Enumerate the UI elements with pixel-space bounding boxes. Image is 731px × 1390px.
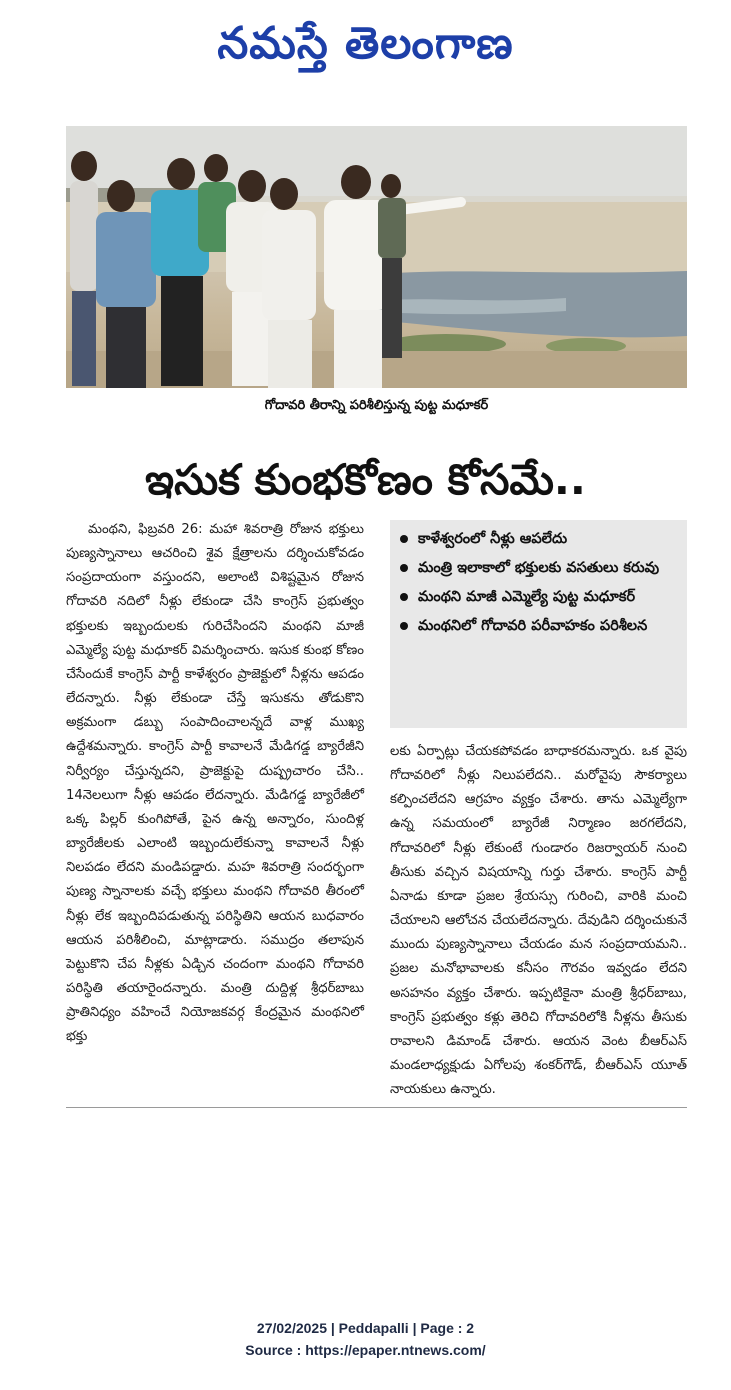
highlight-item <box>400 586 677 608</box>
source-link[interactable]: Source : https://epaper.ntnews.com/ <box>245 1342 486 1358</box>
highlight-item <box>400 528 677 550</box>
publication-info: 27/02/2025 | Peddapalli | Page : 2 <box>256 1320 475 1336</box>
article-paragraph: లకు ఏర్పాట్లు చేయకపోవడం బాధాకరమన్నారు. ఒక వైపు గోదావరిలో నీళ్లు నిలుపలేదని.. మరోవైపు సౌకర్యాలు కల్పించలేదని ఆగ్రహం వ్యక్తం చేశారు. తాను ఎమ్మెల్యేగా ఉన్న సమయంలో బ్యారేజీ నిర్మాణం జరగలేదని, గోదావరిలో నీళ్లు లేకుంటే గుండారం రిజర్వాయర్ నుంచి తీసుకు వచ్చిన విషయాన్ని గుర్తు చేశారు. కాంగ్రెస్ పార్టీ ఏనాడు కూడా ప్రజల శ్రేయస్సు గురించి, వారికి మంచి చేయాలని ఆలోచన చేయలేదన్నారు. దేవుడిని దర్శించుకునే ముందు పుణ్యస్నానాలు చేయడం మన సంప్రదాయమని.. ప్రజల మనోభావాలకు కనీసం గౌరవం ఇవ్వడం లేదని అసహనం వ్యక్తం చేశారు. ఇప్పటికైనా మంత్రి శ్రీధర్‌బాబు, కాంగ్రెస్ ప్రభుత్వం కళ్లు తెరిచి గోదావరిలోకి నీళ్లను తీసుకు రావాలని డిమాండ్ చేశారు. ఆయన వెంట బీఆర్‌ఎస్ మండలాధ్యక్షుడు ఏగోలపు శంకర్‌గౌడ్, బీఆర్‌ఎస్ యూత్ నాయకులు ఉన్నారు. <box>390 744 687 1098</box>
riverbank-photo-illustration <box>66 126 687 388</box>
highlight-item <box>400 615 677 637</box>
article-headline: ఇసుక కుంభకోణం కోసమే.. <box>145 455 586 504</box>
article-body-right-column <box>390 740 687 1100</box>
highlight-text: మంత్రి ఇలాకాలో భక్తులకు వసతులు కరువు <box>418 560 660 576</box>
article-paragraph: మంథని, ఫిబ్రవరి 26: మహా శివరాత్రి రోజున భక్తులు పుణ్యస్నానాలు ఆచరించి శైవ క్షేత్రాలను దర్శించుకోవడం సంప్రదాయంగా వస్తుందని, అలాంటి విశిష్టమైన రోజున గోదావరి నదిలో నీళ్లు లేకుండా చేసి కాంగ్రెస్ ప్రభుత్వం భక్తులకు ఇబ్బందులకు గురిచేసిందని మంథని మాజీ ఎమ్మెల్యే పుట్ట మధూకర్ విమర్శించారు. ఇసుక కుంభ కోణం చేసేందుకే కాంగ్రెస్ పార్టీ కాళేశ్వరం ప్రాజెక్టులో నీళ్లను ఆపడం లేదన్నారు. నీళ్లు లేకుండా చేస్తే ఇసుకను తోడుకొని అక్రమంగా డబ్బు సంపాదించాలన్నదే వాళ్ల ముఖ్య ఉద్దేశమన్నారు. కాంగ్రెస్ పార్టీ కావాలనే మేడిగడ్డ బ్యారేజీని నిర్వీర్యం చేస్తున్నదని, ప్రాజెక్టుపై దుష్ప్రచారం చేసి.. 14నెలలుగా నీళ్లు ఆపడం లేదన్నారు. మేడిగడ్డ బ్యారేజీలో ఒక్క పిల్లర్ కుంగిపోతే, పైన ఉన్న అన్నారం, సుందిళ్ల బ్యారేజీలకు ఎలాంటి ఇబ్బందులేకున్నా కావాలనే నీళ్లు నిలపడం లేదని మండిపడ్డారు. మహ శివరాత్రి సందర్భంగా పుణ్య స్నానాలకు వచ్చే భక్తులు మంథని గోదావరి తీరంలో నీళ్లు లేక ఇబ్బందిపడుతున్న పరిస్థితిని ఆయన బుధవారం ఆయన పరిశీలించి, మాట్లాడారు. సముద్రం తలాపున పెట్టుకొని చేప నీళ్లకు ఏడ్చిన చందంగా మంథని గోదావరి పరిస్థితి తయారైందన్నారు. మంత్రి దుద్దిళ్ల శ్రీధర్‌బాబు ప్రాతినిధ్యం వహించే నియోజకవర్గ కేంద్రమైన మంథనిలో భక్తు <box>66 522 364 1045</box>
footer-divider <box>66 1107 687 1108</box>
photo-caption: గోదావరి తీరాన్ని పరిశీలిస్తున్న పుట్ట మధూకర్ <box>264 398 489 413</box>
newspaper-masthead: నమస్తే తెలంగాణ <box>217 18 514 69</box>
highlight-text: మంథని మాజీ ఎమ్మెల్యే పుట్ట మధూకర్ <box>418 589 636 605</box>
bullet-icon <box>400 593 408 601</box>
bullet-icon <box>400 535 408 543</box>
news-photo <box>66 126 687 388</box>
bullet-icon <box>400 622 408 630</box>
highlights-box <box>390 520 687 728</box>
article-body-left-column <box>66 518 364 1098</box>
highlight-item <box>400 557 677 579</box>
highlight-text: మంథనిలో గోదావరి పరీవాహకం పరిశీలన <box>418 618 648 634</box>
bullet-icon <box>400 564 408 572</box>
highlight-text: కాళేశ్వరంలో నీళ్లు ఆపలేదు <box>418 531 568 547</box>
